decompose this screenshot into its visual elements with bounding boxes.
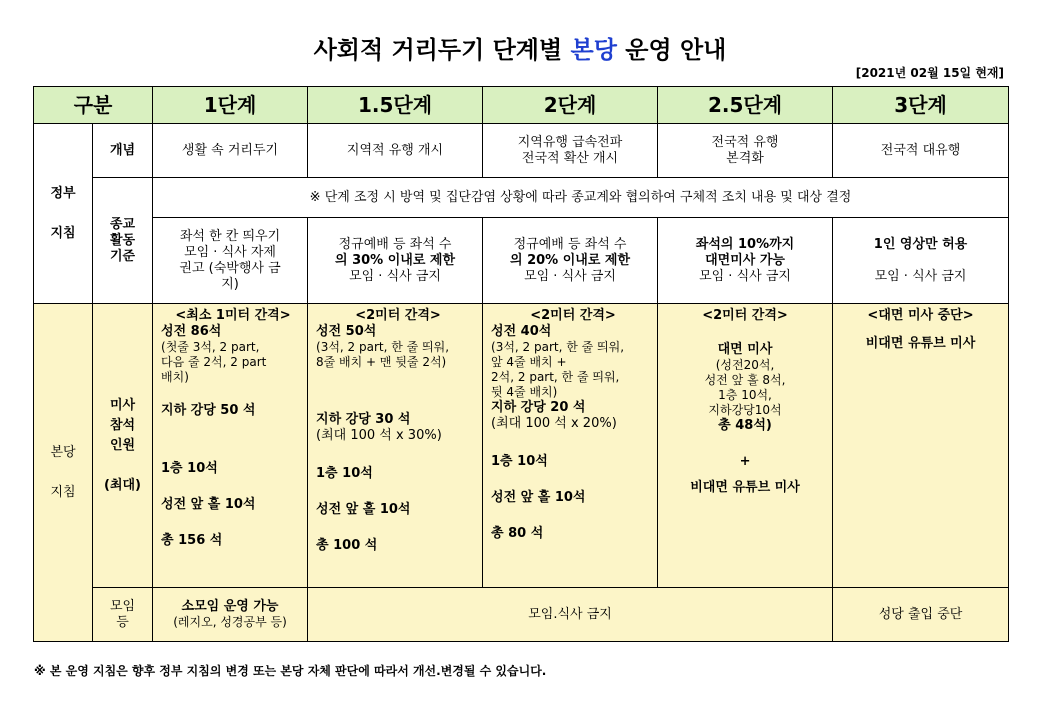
guideline-table: [33, 86, 1009, 642]
standard-l1: 좌석 한 칸 띄우기 모임 · 식사 자제 권고 (숙박행사 금 지): [153, 218, 308, 304]
footnote: ※ 본 운영 지침은 향후 정부 지침의 변경 또는 본당 자체 판단에 따라서 개선.변경될 수 있습니다.: [34, 664, 547, 678]
concept-l3: 전국적 대유행: [833, 124, 1009, 178]
standard-l15: 정규예배 등 좌석 수 의 30% 이내로 제한 모임 · 식사 금지: [308, 218, 483, 304]
meeting-mid: 모임.식사 금지: [308, 588, 833, 642]
mass-l15: <2미터 간격> 성전 50석 (3석, 2 part, 한 줄 띄워, 8줄 배치 + 맨 뒷줄 2석) 지하 강당 30 석 (최대 100 석 x 30%) 1층 10석 성전 앞 홀 10석 총 100 석: [308, 304, 483, 588]
concept-l1: 생활 속 거리두기: [153, 124, 308, 178]
title-accent: 본당: [570, 36, 617, 64]
standard-l25: 좌석의 10%까지 대면미사 가능 모임 · 식사 금지: [658, 218, 833, 304]
gov-label: 정부 지침: [34, 124, 93, 304]
concept-row: [34, 124, 1009, 178]
meeting-l3: 성당 출입 중단: [833, 588, 1009, 642]
standard-row: [34, 218, 1009, 304]
standard-l2: 정규예배 등 좌석 수 의 20% 이내로 제한 모임 · 식사 금지: [483, 218, 658, 304]
meeting-row: [34, 588, 1009, 642]
header-category: 구분: [34, 87, 153, 124]
concept-l2: 지역유행 급속전파 전국적 확산 개시: [483, 124, 658, 178]
notice-row: [34, 178, 1009, 218]
mass-l25: <2미터 간격> 대면 미사 (성전20석, 성전 앞 홀 8석, 1층 10석, 지하강당10석 총 48석) + 비대면 유튜브 미사: [658, 304, 833, 588]
mass-row: [34, 304, 1009, 588]
concept-label: 개념: [93, 124, 153, 178]
mass-l2: <2미터 간격> 성전 40석 (3석, 2 part, 한 줄 띄워, 앞 4줄 배치 + 2석, 2 part, 한 줄 띄워, 뒷 4줄 배치) 지하 강당 20 석 (최대 100 석 x 20%) 1층 10석 성전 앞 홀 10석 총 80 석: [483, 304, 658, 588]
mass-l3: <대면 미사 중단> 비대면 유튜브 미사: [833, 304, 1009, 588]
header-level-3: 3단계: [833, 87, 1009, 124]
mass-l1: <최소 1미터 간격> 성전 86석 (첫줄 3석, 2 part, 다음 줄 2석, 2 part 배치) 지하 강당 50 석 1층 10석 성전 앞 홀 10석 총 156 석: [153, 304, 308, 588]
header-level-2-5: 2.5단계: [658, 87, 833, 124]
standard-l3: 1인 영상만 허용 모임 · 식사 금지: [833, 218, 1009, 304]
concept-l15: 지역적 유행 개시: [308, 124, 483, 178]
meeting-l1: 소모임 운영 가능 (레지오, 성경공부 등): [153, 588, 308, 642]
meeting-label: 모임 등: [93, 588, 153, 642]
notice-text: ※ 단계 조정 시 방역 및 집단감염 상황에 따라 종교계와 협의하여 구체적 조치 내용 및 대상 결정: [153, 178, 1009, 218]
page-title: 사회적 거리두기 단계별 본당 운영 안내: [313, 36, 727, 64]
header-row: [34, 87, 1009, 124]
religion-label: 종교 활동 기준: [93, 178, 153, 304]
mass-label: 미사 참석 인원 (최대): [93, 304, 153, 588]
header-level-1: 1단계: [153, 87, 308, 124]
date-label: [2021년 02월 15일 현재]: [855, 66, 1004, 80]
header-level-2: 2단계: [483, 87, 658, 124]
concept-l25: 전국적 유행 본격화: [658, 124, 833, 178]
header-level-1-5: 1.5단계: [308, 87, 483, 124]
parish-label: 본당 지침: [34, 304, 93, 642]
